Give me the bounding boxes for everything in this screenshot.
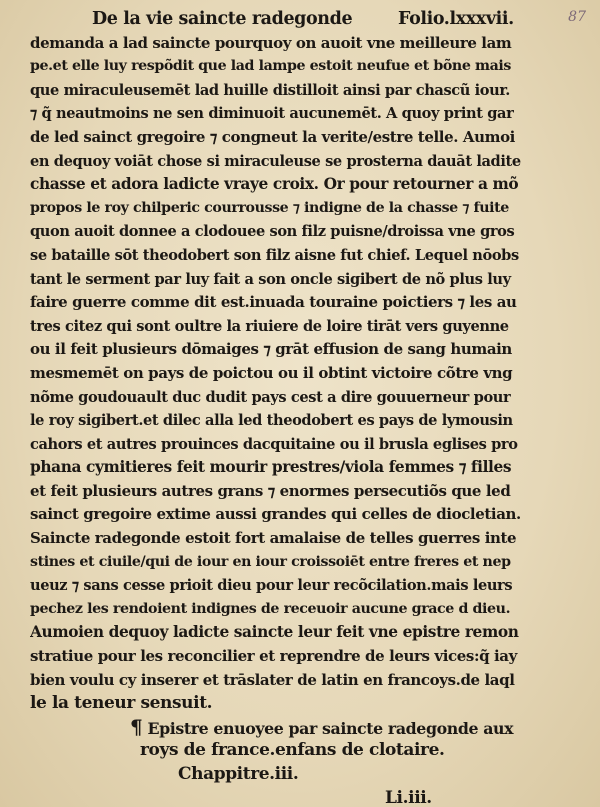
text-line: le la teneur sensuit. (30, 693, 213, 714)
text-line: chasse et adora ladicte vraye croix. Or pour retourner a mõ (30, 175, 519, 194)
heading-line-2 (30, 739, 522, 763)
text-line: tres citez qui sont oultre la riuiere de loire tirāt vers guyenne (30, 317, 509, 335)
text-line: tant le serment par luy fait a son oncle sigibert de nõ plus luy (30, 270, 511, 288)
heading-title-2: roys de france.enfans de clotaire. (140, 740, 445, 761)
running-header (30, 8, 522, 32)
text-line: pechez les rendoient indignes de receuoir aucune grace d dieu. (30, 600, 511, 617)
text-line: bien voulu cy inserer et trāslater de latin en francoys.de laql (30, 670, 515, 689)
text-line: de led sainct gregoire ⁊ congneut la verite/estre telle. Aumoi (30, 127, 515, 146)
text-line: ⁊ q̃ neautmoins ne sen diminuoit aucunemēt. A quoy print gar (30, 105, 514, 123)
chapter-heading (30, 716, 522, 807)
text-line: stratiue pour les reconcilier et reprendre de leurs vices:q̃ iay (30, 647, 517, 666)
text-line: ueuz ⁊ sans cesse prioit dieu pour leur recõcilation.mais leurs (30, 577, 513, 595)
pilcrow-mark: ¶ (130, 715, 143, 739)
text-line: Aumoien dequoy ladicte saincte leur feit vne epistre remon (30, 623, 519, 642)
text-line: sainct gregoire extime aussi grandes qui celles de diocletian. (30, 505, 521, 524)
handwritten-folio-number: 87 (568, 9, 586, 25)
text-line: mesmemēt on pays de poictou ou il obtint victoire cõtre vng (30, 363, 513, 382)
heading-line-3 (30, 763, 522, 787)
heading-line-1 (30, 716, 522, 740)
body-text (30, 32, 522, 716)
text-line: que miraculeusemēt lad huille distilloit ainsi par chascũ iour. (30, 81, 510, 99)
text-block (30, 8, 522, 807)
text-line: se bataille sōt theodobert son filz aisne fut chief. Lequel nōobs (30, 246, 519, 264)
text-line: nõme goudouault duc dudit pays cest a dire gouuerneur pour (30, 388, 511, 406)
text-line: stines et ciuile/qui de iour en iour croissoiēt entre freres et nep (30, 553, 511, 570)
text-line: le roy sigibert.et dilec alla led theodobert es pays de lymousin (30, 412, 513, 430)
running-title: De la vie saincte radegonde (92, 9, 353, 29)
signature-line (30, 787, 522, 807)
signature-mark: Li.iii. (385, 787, 432, 807)
text-line: propos le roy chilperic courrousse ⁊ indigne de la chasse ⁊ fuite (30, 199, 509, 216)
text-line: demanda a lad saincte pourquoy on auoit vne meilleure lam (30, 33, 512, 52)
text-line: quon auoit donnee a clodouee son filz puisne/droissa vne gros (30, 223, 515, 241)
text-line: pe.et elle luy respõdit que lad lampe estoit neufue et bõne mais (30, 58, 511, 75)
text-line: phana cymitieres feit mourir prestres/viola femmes ⁊ filles (30, 458, 512, 477)
text-line: cahors et autres prouinces dacquitaine ou il brusla eglises pro (30, 435, 518, 453)
folio-number: Folio.lxxxvii. (398, 9, 514, 29)
heading-title-1: Epistre enuoyee par saincte radegonde aux (147, 718, 514, 738)
text-line: faire guerre comme dit est.inuada touraine poictiers ⁊ les au (30, 293, 517, 312)
chapter-number: Chappitre.iii. (178, 764, 299, 784)
text-line: ou il feit plusieurs dōmaiges ⁊ grāt effusion de sang humain (30, 340, 512, 359)
text-line: et feit plusieurs autres grans ⁊ enormes persecutiõs que led (30, 481, 511, 500)
text-line: Saincte radegonde estoit fort amalaise de telles guerres inte (30, 529, 517, 548)
text-line: en dequoy voiāt chose si miraculeuse se prosterna dauāt ladite (30, 152, 521, 170)
